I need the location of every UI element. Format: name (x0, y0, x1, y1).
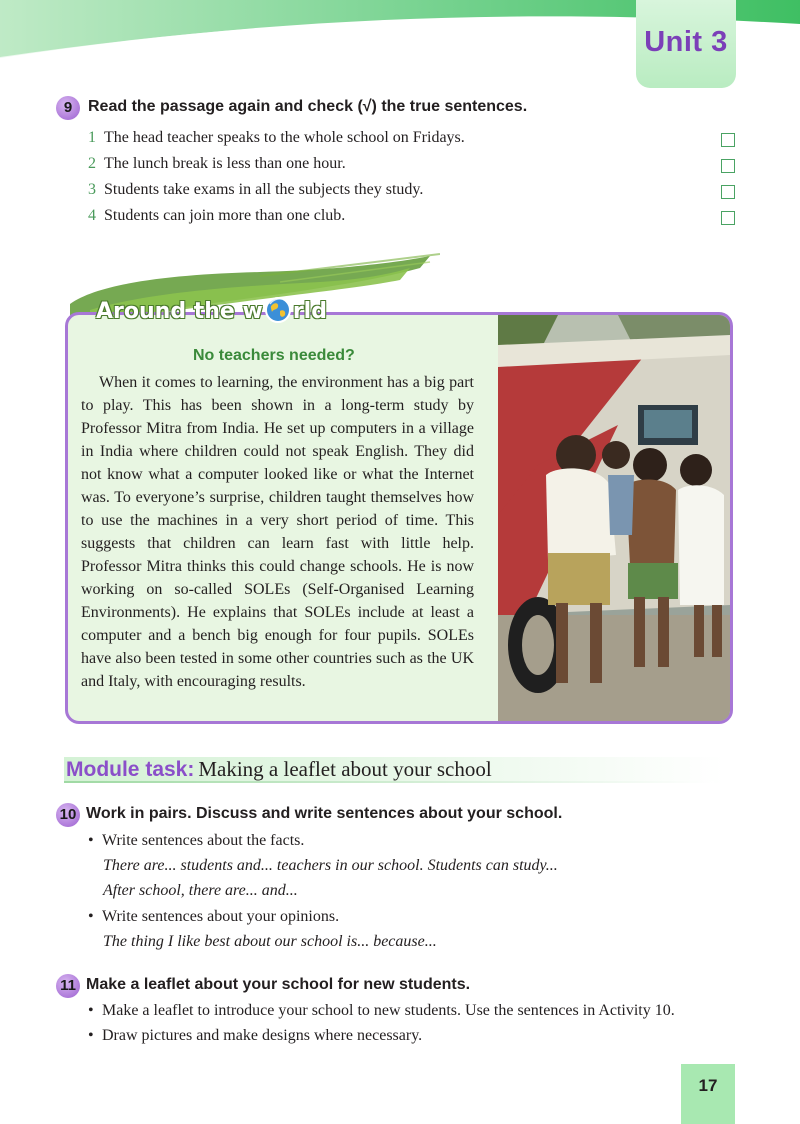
item-text: The head teacher speaks to the whole school on Fridays. (104, 129, 465, 146)
true-false-item (88, 129, 465, 147)
children-at-computer-photo (498, 315, 730, 721)
page-number: 17 (681, 1064, 735, 1124)
example-sentence: There are... students and... teachers in our school. Students can study... (103, 857, 558, 874)
title-part-2: rld (292, 299, 327, 324)
bullet-text: Make a leaflet to introduce your school to new students. Use the sentences in Activity 10. (102, 1002, 675, 1019)
bullet-item (88, 1027, 422, 1045)
item-text: Students can join more than one club. (104, 207, 346, 224)
globe-icon (264, 296, 292, 324)
activity-9-number: 9 (56, 96, 80, 120)
item-number: 3 (88, 181, 96, 198)
item-4-checkbox[interactable] (721, 211, 735, 225)
bullet-text: Write sentences about the facts. (102, 832, 305, 849)
activity-10-instruction: Work in pairs. Discuss and write sentences about your school. (86, 805, 563, 822)
item-text: The lunch break is less than one hour. (104, 155, 346, 172)
item-text: Students take exams in all the subjects they study. (104, 181, 424, 198)
title-part-1: Around the w (96, 299, 263, 324)
unit-tab (636, 0, 736, 88)
bullet-item (88, 832, 304, 850)
true-false-item (88, 207, 345, 225)
example-sentence: The thing I like best about our school is... because... (103, 933, 437, 950)
example-sentence: After school, there are... and... (103, 882, 298, 899)
module-task-heading (66, 757, 492, 782)
true-false-item (88, 181, 423, 199)
story-text: When it comes to learning, the environment has a big part to play. This has been shown in a long-term study by Professor Mitra from India. He set up computers in a village in India where children could not speak English. They did not know what a computer looked like or what the Internet was. To everyone’s surprise, children taught themselves how to use the machines in a very short period of time. This suggests that children can learn fast with little help. Professor Mitra thinks this could change schools. He is now working on so-called SOLEs (Self-Organised Learning Environments). He explains that SOLEs include at least a computer and a bench big enough for four pupils. SOLEs have also been tested in some other countries such as the UK and Italy, with encouraging results. (81, 374, 474, 690)
item-number: 1 (88, 129, 96, 146)
item-1-checkbox[interactable] (721, 133, 735, 147)
true-false-item (88, 155, 346, 173)
module-task-title: Making a leaflet about your school (198, 757, 492, 781)
bullet-text: Draw pictures and make designs where necessary. (102, 1027, 423, 1044)
item-number: 2 (88, 155, 96, 172)
bullet-item (88, 908, 339, 926)
bullet-text: Write sentences about your opinions. (102, 908, 340, 925)
activity-11-number: 11 (56, 974, 80, 998)
activity-11-instruction: Make a leaflet about your school for new students. (86, 976, 471, 993)
bullet-item (88, 1002, 675, 1020)
unit-label: Unit 3 (644, 26, 728, 58)
story-title: No teachers needed? (193, 347, 355, 364)
around-the-world-title (96, 296, 327, 324)
module-task-label: Module task: (66, 758, 195, 781)
item-2-checkbox[interactable] (721, 159, 735, 173)
item-number: 4 (88, 207, 96, 224)
item-3-checkbox[interactable] (721, 185, 735, 199)
activity-9-instruction: Read the passage again and check (√) the true sentences. (88, 98, 528, 115)
activity-10-number: 10 (56, 803, 80, 827)
